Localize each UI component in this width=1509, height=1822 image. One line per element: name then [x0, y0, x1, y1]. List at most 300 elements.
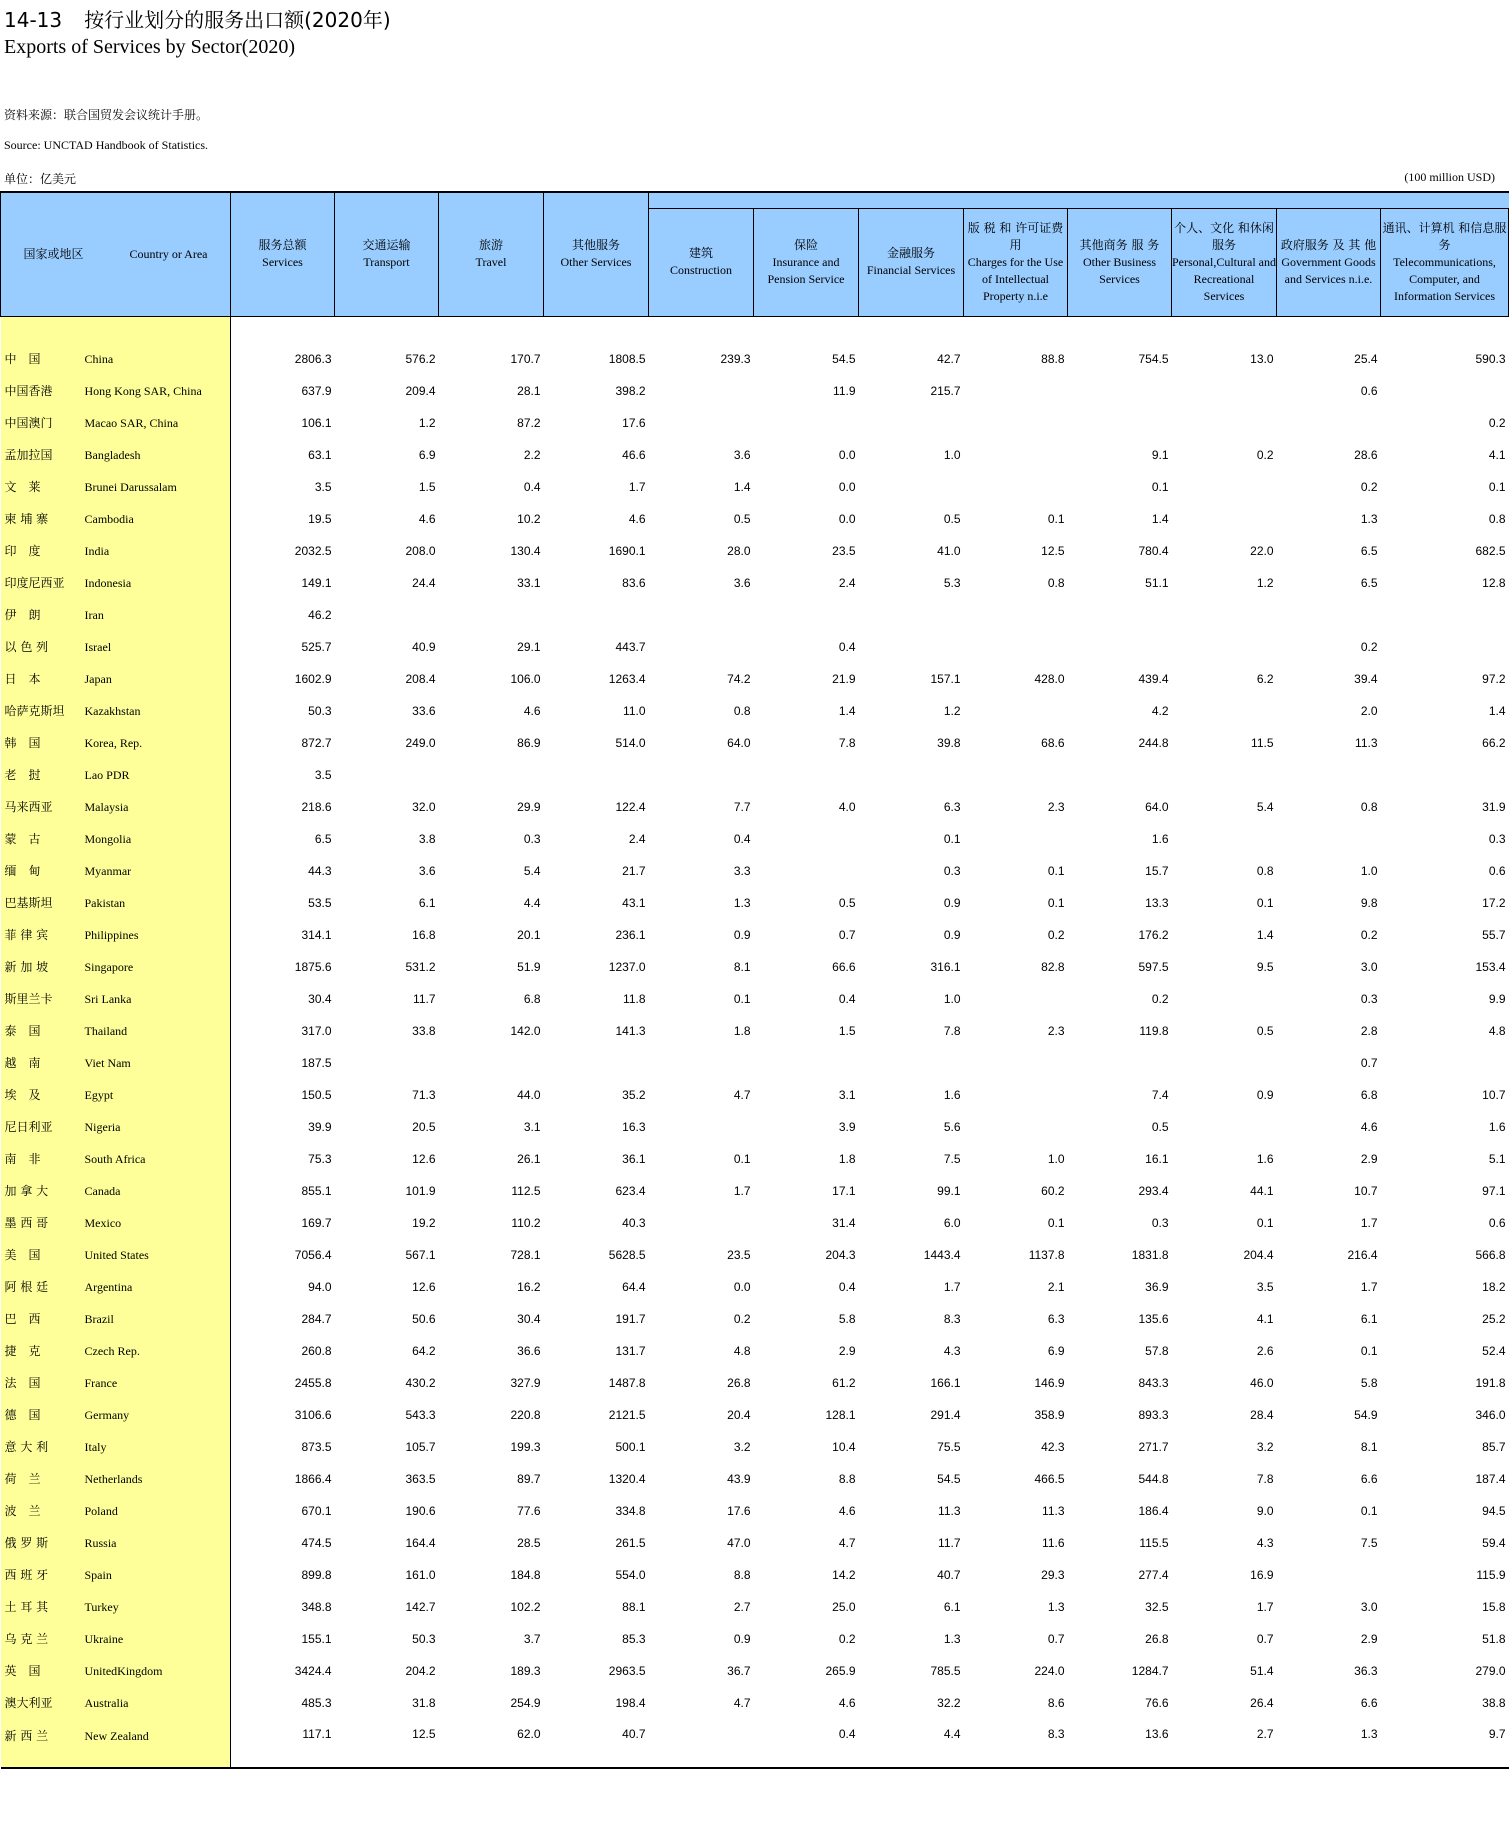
- value-cell: 0.5: [1151, 1119, 1169, 1134]
- country-cell: [1, 1367, 231, 1399]
- value-cell: 566.8: [1475, 1247, 1506, 1262]
- value-cell: 204.3: [825, 1247, 856, 1262]
- value-cell: 157.1: [930, 671, 961, 686]
- country-name-en: Germany: [84, 1408, 130, 1422]
- value-cell: 4.2: [1151, 703, 1169, 718]
- value-cell: 33.8: [412, 1023, 436, 1038]
- country-name-zh: 马来西亚: [4, 800, 53, 814]
- value-cell: [1068, 1047, 1172, 1079]
- country-name-en: Australia: [84, 1696, 129, 1710]
- value-cell: 4.6: [523, 703, 541, 718]
- value-cell: 0.1: [1360, 1503, 1378, 1518]
- value-cell: 26.1: [517, 1151, 541, 1166]
- value-cell: 19.2: [412, 1215, 436, 1230]
- value-cell: 1263.4: [608, 671, 646, 686]
- value-cell: 50.6: [412, 1311, 436, 1326]
- value-cell: 3.6: [733, 575, 751, 590]
- country-cell: [1, 887, 231, 919]
- value-cell: 25.2: [1482, 1311, 1506, 1326]
- header-country-zh: 国家或地区: [23, 246, 84, 261]
- header-business-en: Other Business Services: [1083, 254, 1156, 286]
- value-cell: 83.6: [622, 575, 646, 590]
- value-cell: 4.0: [838, 799, 856, 814]
- value-cell: [754, 823, 859, 855]
- value-cell: 101.9: [405, 1183, 436, 1198]
- table-row: [1, 855, 1509, 887]
- value-cell: 43.9: [727, 1471, 751, 1486]
- value-cell: 4.6: [1360, 1119, 1378, 1134]
- country-name-zh: 文 莱: [4, 480, 41, 494]
- value-cell: 5.6: [943, 1119, 961, 1134]
- country-name-en: China: [84, 352, 114, 366]
- value-cell: [754, 855, 859, 887]
- header-insurance-zh: 保险: [793, 237, 818, 252]
- value-cell: [544, 759, 649, 791]
- value-cell: 8.3: [943, 1311, 961, 1326]
- value-cell: 122.4: [615, 799, 646, 814]
- country-name-zh: 中 国: [4, 352, 41, 366]
- value-cell: [859, 599, 964, 631]
- value-cell: 7.8: [838, 735, 856, 750]
- value-cell: 106.0: [510, 671, 541, 686]
- country-cell: [1, 1623, 231, 1655]
- value-cell: 0.3: [1488, 831, 1506, 846]
- value-cell: 6.3: [1047, 1311, 1065, 1326]
- value-cell: 334.8: [615, 1503, 646, 1518]
- value-cell: 2032.5: [294, 543, 332, 558]
- value-cell: 244.8: [1138, 735, 1169, 750]
- value-cell: 50.3: [412, 1631, 436, 1646]
- page-title-zh: [4, 4, 391, 33]
- value-cell: 3.3: [733, 863, 751, 878]
- value-cell: [1172, 599, 1277, 631]
- value-cell: 239.3: [720, 351, 751, 366]
- value-cell: 115.9: [1476, 1567, 1506, 1582]
- value-cell: 60.2: [1041, 1183, 1065, 1198]
- value-cell: [1172, 695, 1277, 727]
- value-cell: 271.7: [1138, 1439, 1169, 1454]
- value-cell: 670.1: [301, 1503, 332, 1518]
- value-cell: 11.6: [1042, 1535, 1065, 1550]
- value-cell: 9.1: [1151, 447, 1169, 462]
- value-cell: 0.5: [943, 511, 961, 526]
- header-personal-cultural: [1172, 208, 1277, 316]
- value-cell: 531.2: [405, 959, 436, 974]
- value-cell: 46.2: [308, 607, 332, 622]
- value-cell: 164.4: [405, 1535, 436, 1550]
- value-cell: 314.1: [301, 927, 332, 942]
- value-cell: 4.7: [733, 1087, 751, 1102]
- country-name-zh: 伊 朗: [4, 608, 41, 622]
- value-cell: [859, 471, 964, 503]
- value-cell: 0.0: [838, 479, 856, 494]
- country-name-zh: 印 度: [4, 544, 41, 558]
- value-cell: 12.6: [412, 1279, 436, 1294]
- country-name-zh: 斯里兰卡: [4, 992, 53, 1006]
- value-cell: 0.1: [1256, 1215, 1274, 1230]
- value-cell: 191.7: [615, 1311, 646, 1326]
- country-name-en: United States: [84, 1248, 149, 1262]
- value-cell: 85.7: [1482, 1439, 1506, 1454]
- value-cell: 191.8: [1475, 1375, 1506, 1390]
- country-name-zh: 埃 及: [4, 1088, 41, 1102]
- value-cell: 9.5: [1256, 959, 1274, 974]
- table-row: [1, 1111, 1509, 1143]
- value-cell: 0.4: [838, 991, 856, 1006]
- country-name-en: Lao PDR: [84, 768, 130, 782]
- value-cell: 97.2: [1482, 671, 1506, 686]
- country-name-en: New Zealand: [84, 1728, 149, 1743]
- value-cell: 68.6: [1041, 735, 1065, 750]
- value-cell: 1.6: [1151, 831, 1169, 846]
- country-name-en: Israel: [84, 640, 112, 654]
- value-cell: 146.9: [1034, 1375, 1065, 1390]
- value-cell: 0.9: [943, 927, 961, 942]
- value-cell: 54.5: [832, 351, 856, 366]
- value-cell: 186.4: [1138, 1503, 1169, 1518]
- value-cell: 131.7: [615, 1343, 646, 1358]
- value-cell: 4.7: [838, 1535, 856, 1550]
- value-cell: 1.0: [943, 991, 961, 1006]
- value-cell: 597.5: [1138, 959, 1169, 974]
- value-cell: 0.2: [1360, 639, 1378, 654]
- value-cell: 36.3: [1354, 1663, 1378, 1678]
- header-transport: [335, 192, 439, 316]
- value-cell: 198.4: [615, 1695, 646, 1710]
- value-cell: [439, 599, 544, 631]
- country-name-en: Sri Lanka: [84, 992, 132, 1006]
- value-cell: 2.7: [733, 1599, 751, 1614]
- value-cell: 1.0: [943, 447, 961, 462]
- header-services-en: Services: [262, 255, 303, 270]
- value-cell: 28.5: [517, 1535, 541, 1550]
- value-cell: [1172, 823, 1277, 855]
- value-cell: 3.1: [523, 1119, 541, 1134]
- value-cell: 4.4: [859, 1719, 964, 1768]
- value-cell: 0.4: [733, 831, 751, 846]
- value-cell: 1.6: [1488, 1119, 1506, 1134]
- country-cell: [1, 503, 231, 535]
- value-cell: 10.4: [832, 1439, 856, 1454]
- table-row: [1, 631, 1509, 663]
- value-cell: 0.9: [943, 895, 961, 910]
- header-ip-en: Charges for the Use of Intellectual Property n.i.e: [967, 254, 1064, 303]
- value-cell: 430.2: [405, 1375, 436, 1390]
- value-cell: [1277, 407, 1381, 439]
- header-travel: [439, 192, 544, 316]
- table-row: [1, 1239, 1509, 1271]
- value-cell: 0.5: [1256, 1023, 1274, 1038]
- value-cell: 11.5: [1251, 735, 1274, 750]
- country-name-zh: 孟加拉国: [4, 448, 53, 462]
- value-cell: 439.4: [1138, 671, 1169, 686]
- value-cell: 6.8: [1360, 1087, 1378, 1102]
- value-cell: 0.2: [1360, 479, 1378, 494]
- country-cell: [1, 535, 231, 567]
- country-name-en: Viet Nam: [84, 1056, 131, 1070]
- value-cell: 187.4: [1475, 1471, 1506, 1486]
- value-cell: [649, 1047, 754, 1079]
- value-cell: 2.2: [523, 447, 541, 462]
- value-cell: 0.0: [838, 511, 856, 526]
- value-cell: 135.6: [1138, 1311, 1169, 1326]
- value-cell: 215.7: [930, 383, 961, 398]
- country-name-en: Nigeria: [84, 1120, 121, 1134]
- header-intellectual-property: [964, 208, 1068, 316]
- value-cell: 170.7: [510, 351, 541, 366]
- value-cell: 0.5: [733, 511, 751, 526]
- value-cell: 3.5: [314, 479, 332, 494]
- country-cell: [1, 1015, 231, 1047]
- value-cell: 31.4: [832, 1215, 856, 1230]
- value-cell: 16.3: [622, 1119, 646, 1134]
- country-cell: [1, 983, 231, 1015]
- value-cell: 899.8: [301, 1567, 332, 1582]
- value-cell: 218.6: [301, 799, 332, 814]
- value-cell: 0.3: [943, 863, 961, 878]
- value-cell: 64.2: [412, 1343, 436, 1358]
- value-cell: 39.4: [1354, 671, 1378, 686]
- value-cell: 0.1: [943, 831, 961, 846]
- value-cell: 8.8: [733, 1567, 751, 1582]
- value-cell: 0.9: [1256, 1087, 1274, 1102]
- value-cell: 28.0: [727, 543, 751, 558]
- value-cell: 28.4: [1250, 1407, 1274, 1422]
- value-cell: 474.5: [301, 1535, 332, 1550]
- value-cell: 44.3: [308, 863, 332, 878]
- country-cell: [1, 1303, 231, 1335]
- header-telecom-en: Telecommunications, Computer, and Information Services: [1393, 254, 1496, 303]
- header-telecom-zh: 通讯、计算机 和信息服务: [1382, 220, 1507, 252]
- value-cell: 1487.8: [608, 1375, 646, 1390]
- header-insurance-en: Insurance and Pension Service: [767, 254, 845, 286]
- value-cell: 184.8: [510, 1567, 541, 1582]
- value-cell: 6.0: [943, 1215, 961, 1230]
- country-name-zh: 菲 律 宾: [4, 928, 49, 942]
- value-cell: 554.0: [615, 1567, 646, 1582]
- header-other-en: Other Services: [560, 255, 632, 270]
- header-subcategory-band: [649, 192, 1509, 208]
- value-cell: 21.9: [832, 671, 856, 686]
- value-cell: 2.4: [628, 831, 646, 846]
- value-cell: 54.5: [937, 1471, 961, 1486]
- value-cell: 1831.8: [1131, 1247, 1169, 1262]
- value-cell: [964, 1079, 1068, 1111]
- table-row: [1, 535, 1509, 567]
- country-cell: [1, 599, 231, 631]
- value-cell: 20.4: [727, 1407, 751, 1422]
- value-cell: [544, 599, 649, 631]
- value-cell: [859, 759, 964, 791]
- country-name-en: Pakistan: [84, 896, 126, 910]
- country-name-zh: 美 国: [4, 1248, 41, 1262]
- value-cell: 2.8: [1360, 1023, 1378, 1038]
- value-cell: 0.2: [1360, 927, 1378, 942]
- value-cell: [859, 1047, 964, 1079]
- value-cell: 71.3: [412, 1087, 436, 1102]
- value-cell: 3.9: [838, 1119, 856, 1134]
- country-name-en: Korea, Rep.: [84, 736, 143, 750]
- value-cell: 1866.4: [294, 1471, 332, 1486]
- value-cell: 4.6: [628, 511, 646, 526]
- value-cell: 514.0: [615, 735, 646, 750]
- value-cell: 32.0: [412, 799, 436, 814]
- table-row: [1, 1463, 1509, 1495]
- value-cell: 6.6: [1360, 1471, 1378, 1486]
- value-cell: 7.7: [733, 799, 751, 814]
- value-cell: 74.2: [727, 671, 751, 686]
- country-name-en: Japan: [84, 672, 112, 686]
- value-cell: 11.7: [938, 1535, 961, 1550]
- value-cell: [859, 407, 964, 439]
- value-cell: 0.3: [1151, 1215, 1169, 1230]
- value-cell: 12.6: [412, 1151, 436, 1166]
- value-cell: 150.5: [301, 1087, 332, 1102]
- value-cell: 15.7: [1145, 863, 1169, 878]
- value-cell: 265.9: [825, 1663, 856, 1678]
- value-cell: 316.1: [930, 959, 961, 974]
- value-cell: [1172, 631, 1277, 663]
- value-cell: 204.4: [1243, 1247, 1274, 1262]
- header-other-services: [544, 192, 649, 316]
- value-cell: 855.1: [301, 1183, 332, 1198]
- country-name-en: Mexico: [84, 1216, 122, 1230]
- value-cell: 623.4: [615, 1183, 646, 1198]
- header-financial: [859, 208, 964, 316]
- value-cell: [964, 631, 1068, 663]
- value-cell: 291.4: [930, 1407, 961, 1422]
- value-cell: 16.2: [517, 1279, 541, 1294]
- value-cell: [1172, 1111, 1277, 1143]
- header-construction-zh: 建筑: [688, 246, 713, 260]
- value-cell: 872.7: [301, 735, 332, 750]
- value-cell: 0.0: [733, 1279, 751, 1294]
- table-row: [1, 759, 1509, 791]
- value-cell: 0.8: [733, 703, 751, 718]
- value-cell: 0.1: [1047, 511, 1065, 526]
- table-row: [1, 1175, 1509, 1207]
- value-cell: 36.7: [727, 1663, 751, 1678]
- value-cell: 11.3: [938, 1503, 961, 1518]
- value-cell: 0.9: [733, 1631, 751, 1646]
- header-transport-zh: 交通运输: [362, 238, 411, 253]
- value-cell: 2.7: [1172, 1719, 1277, 1768]
- country-name-zh: 日 本: [4, 672, 41, 686]
- value-cell: 54.9: [1354, 1407, 1378, 1422]
- value-cell: 40.7: [544, 1719, 649, 1768]
- value-cell: [964, 471, 1068, 503]
- value-cell: 208.4: [405, 671, 436, 686]
- table-body: [1, 316, 1509, 1768]
- value-cell: [1381, 375, 1509, 407]
- value-cell: [335, 1047, 439, 1079]
- value-cell: 1.4: [1256, 927, 1274, 942]
- value-cell: 1.3: [943, 1631, 961, 1646]
- value-cell: 40.7: [937, 1567, 961, 1582]
- value-cell: 42.7: [937, 351, 961, 366]
- value-cell: 1443.4: [923, 1247, 961, 1262]
- value-cell: 2.9: [838, 1343, 856, 1358]
- value-cell: 13.3: [1145, 895, 1169, 910]
- value-cell: 3424.4: [294, 1663, 332, 1678]
- value-cell: 5.1: [1488, 1151, 1506, 1166]
- value-cell: 543.3: [405, 1407, 436, 1422]
- value-cell: [544, 1047, 649, 1079]
- value-cell: 1602.9: [294, 671, 332, 686]
- country-name-zh: 加 拿 大: [4, 1184, 49, 1198]
- value-cell: [1172, 503, 1277, 535]
- country-cell: [1, 1239, 231, 1271]
- value-cell: 637.9: [301, 383, 332, 398]
- table-row: [1, 695, 1509, 727]
- header-travel-zh: 旅游: [478, 238, 503, 253]
- country-name-zh: 柬 埔 寨: [4, 512, 49, 526]
- country-name-en: Spain: [84, 1568, 112, 1582]
- table-row: [1, 983, 1509, 1015]
- services-exports-table: [0, 191, 1509, 1769]
- country-cell: [1, 375, 231, 407]
- value-cell: [1172, 983, 1277, 1015]
- country-name-en: India: [84, 544, 110, 558]
- header-gov-en: Government Goods and Services n.i.e.: [1281, 254, 1376, 286]
- value-cell: 88.8: [1041, 351, 1065, 366]
- value-cell: 32.2: [937, 1695, 961, 1710]
- value-cell: 23.5: [832, 543, 856, 558]
- value-cell: 249.0: [405, 735, 436, 750]
- country-cell: [1, 439, 231, 471]
- country-name-en: Czech Rep.: [84, 1344, 140, 1358]
- value-cell: 0.2: [1047, 927, 1065, 942]
- country-cell: [1, 1047, 231, 1079]
- country-cell: [1, 1431, 231, 1463]
- value-cell: [649, 1207, 754, 1239]
- value-cell: 0.1: [1151, 479, 1169, 494]
- value-cell: 94.0: [308, 1279, 332, 1294]
- value-cell: 16.8: [412, 927, 436, 942]
- header-services: [231, 192, 335, 316]
- value-cell: 2121.5: [608, 1407, 646, 1422]
- value-cell: 0.8: [1360, 799, 1378, 814]
- value-cell: 8.6: [1047, 1695, 1065, 1710]
- header-services-zh: 服务总额: [258, 238, 307, 253]
- value-cell: 3106.6: [294, 1407, 332, 1422]
- value-cell: 89.7: [517, 1471, 541, 1486]
- country-name-zh: 巴基斯坦: [4, 896, 53, 910]
- value-cell: 4.6: [838, 1503, 856, 1518]
- value-cell: 1.0: [1047, 1151, 1065, 1166]
- value-cell: 0.3: [523, 831, 541, 846]
- value-cell: 2.0: [1360, 703, 1378, 718]
- value-cell: 94.5: [1482, 1503, 1506, 1518]
- value-cell: 893.3: [1138, 1407, 1169, 1422]
- country-cell: [1, 1559, 231, 1591]
- value-cell: 29.9: [517, 799, 541, 814]
- value-cell: 590.3: [1475, 351, 1506, 366]
- value-cell: [335, 759, 439, 791]
- country-cell: [1, 1335, 231, 1367]
- value-cell: 0.9: [733, 927, 751, 942]
- value-cell: 567.1: [405, 1247, 436, 1262]
- country-cell: [1, 1655, 231, 1687]
- value-cell: 0.4: [754, 1719, 859, 1768]
- value-cell: 1.6: [943, 1087, 961, 1102]
- country-cell: [1, 1495, 231, 1527]
- header-travel-en: Travel: [475, 255, 507, 270]
- value-cell: 46.6: [622, 447, 646, 462]
- country-cell: [1, 951, 231, 983]
- country-name-en: Egypt: [84, 1088, 114, 1102]
- header-telecom: [1381, 208, 1509, 316]
